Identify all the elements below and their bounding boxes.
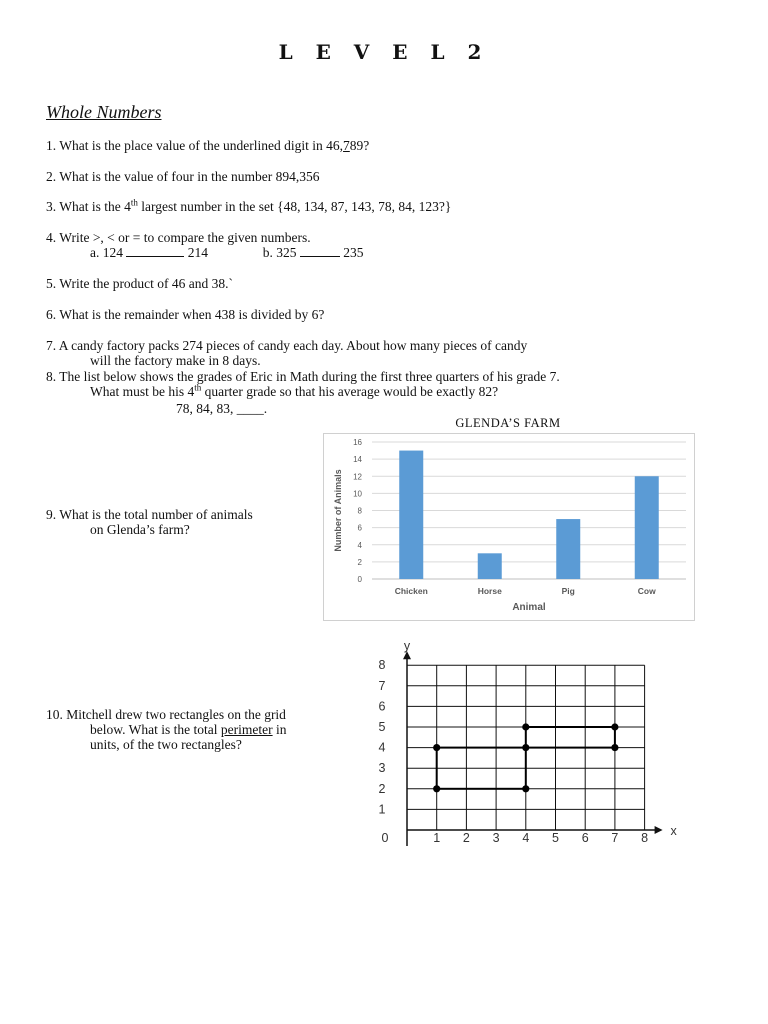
question-1-end: 89? (349, 138, 370, 153)
y-tick-label: 4 (357, 540, 362, 550)
underlined-digit: 7 (343, 138, 350, 153)
x-tick-label: Chicken (394, 586, 428, 596)
vertex-point (433, 744, 440, 751)
question-8-line-2 (46, 384, 498, 400)
grades-list: 78, 84, 83, ____. (176, 401, 268, 416)
y-tick-label: 8 (378, 658, 386, 673)
section-title: Whole Numbers (46, 102, 162, 122)
question-8-line-1: 8. The list below shows the grades of Eric in Math during the first three quarters of his grade 7. (46, 369, 560, 384)
question-1-text: 1. What is the place value of the underlined digit in 46, (46, 138, 344, 153)
x-tick-label: 0 (381, 831, 389, 845)
bar (635, 476, 659, 579)
bar-chart-svg (324, 434, 694, 620)
answer-blank-b[interactable] (300, 245, 340, 257)
x-tick-label: 6 (581, 831, 589, 845)
vertex-point (611, 744, 618, 751)
part-a-number: 214 (187, 245, 208, 260)
x-tick-label: 4 (522, 831, 530, 845)
question-8-end: quarter grade so that his average would be exactly 82? (201, 384, 499, 399)
x-tick-label: 7 (611, 831, 619, 845)
question-10-line-3: units, of the two rectangles? (90, 737, 242, 752)
y-tick-label: 2 (378, 781, 386, 796)
x-tick-label: 2 (462, 831, 470, 845)
question-7-line-1: 7. A candy factory packs 274 pieces of candy each day. About how many pieces of candy (46, 338, 528, 353)
page-title: L E V E L 2 (278, 40, 490, 64)
chart-title: GLENDA’S FARM (455, 416, 561, 430)
coordinate-grid (360, 630, 690, 860)
vertex-point (522, 785, 529, 792)
x-tick-label: Horse (477, 586, 502, 596)
x-tick-label: 8 (641, 831, 649, 845)
bar (556, 519, 580, 579)
question-3-end: largest number in the set {48, 134, 87, 143, 78, 84, 123?} (137, 199, 452, 214)
y-tick-label: 4 (378, 740, 386, 755)
question-8-text: What must be his 4 (90, 384, 195, 399)
superscript-th: th (130, 197, 138, 208)
y-tick-label: 1 (378, 802, 386, 817)
x-tick-label: Pig (561, 586, 575, 596)
y-tick-label: 7 (378, 678, 386, 693)
bar (399, 451, 423, 579)
bar-chart (323, 433, 695, 621)
vertex-point (522, 744, 529, 751)
y-tick-label: 5 (378, 720, 386, 734)
y-tick-label: 3 (378, 761, 386, 776)
underlined-perimeter: perimeter (220, 722, 273, 737)
question-10-line-1: 10. Mitchell drew two rectangles on the grid (46, 707, 286, 722)
question-9-line-2: on Glenda’s farm? (90, 522, 190, 537)
question-4-parts (90, 245, 364, 261)
x-tick-label: 3 (492, 831, 500, 845)
question-7-line-2: will the factory make in 8 days. (90, 353, 261, 368)
question-3 (46, 199, 451, 215)
y-axis-label: Number of Animals (333, 469, 343, 552)
x-axis-label: x (670, 824, 677, 838)
question-6: 6. What is the remainder when 438 is divided by 6? (46, 307, 325, 322)
y-tick-label: 16 (353, 438, 362, 447)
question-9-line-1: 9. What is the total number of animals (46, 507, 253, 522)
y-tick-label: 12 (353, 472, 362, 482)
vertex-point (522, 723, 529, 730)
part-b-number: 235 (343, 245, 364, 260)
x-axis-arrow (655, 826, 663, 834)
superscript-th: th (194, 382, 202, 393)
question-2: 2. What is the value of four in the number 894,356 (46, 169, 320, 184)
y-tick-label: 10 (353, 489, 362, 499)
y-tick-label: 6 (357, 523, 362, 533)
answer-blank-a[interactable] (126, 245, 184, 257)
y-tick-label: 0 (357, 575, 362, 584)
x-axis-label: Animal (512, 602, 546, 613)
question-1 (46, 138, 369, 154)
rectangle (526, 727, 615, 748)
vertex-point (611, 723, 618, 730)
y-axis-label: y (403, 639, 411, 653)
question-3-text: 3. What is the 4 (46, 199, 131, 214)
y-tick-label: 6 (378, 699, 386, 714)
x-tick-label: Cow (637, 586, 656, 596)
y-tick-label: 14 (353, 455, 362, 465)
x-tick-label: 5 (552, 831, 559, 845)
question-10-end: in (272, 722, 287, 737)
y-tick-label: 8 (357, 506, 362, 516)
part-a-label: a. 124 (90, 245, 123, 260)
x-tick-label: 1 (433, 831, 441, 845)
part-b-label: b. 325 (262, 245, 297, 260)
y-tick-label: 2 (357, 557, 362, 567)
question-10-text: below. What is the total (90, 722, 221, 737)
vertex-point (433, 785, 440, 792)
question-5: 5. Write the product of 46 and 38.` (46, 276, 234, 291)
question-10-line-2 (46, 722, 286, 738)
question-4: 4. Write >, < or = to compare the given numbers. (46, 230, 311, 245)
bar (478, 553, 502, 579)
